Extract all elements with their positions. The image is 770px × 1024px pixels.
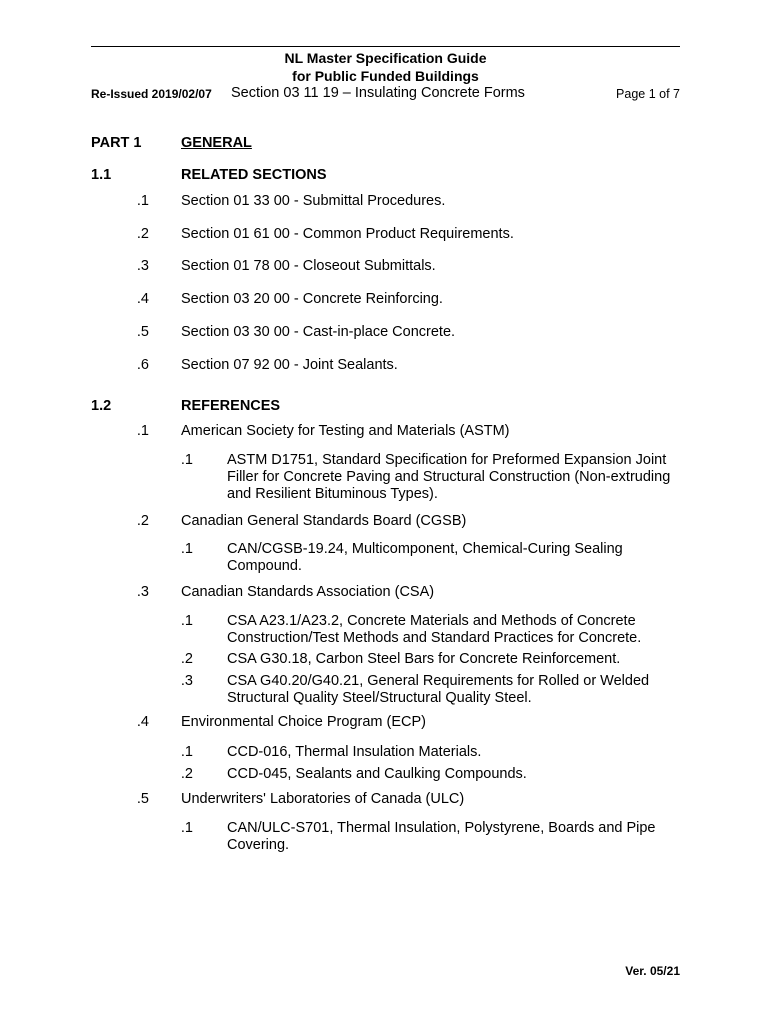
reference-group: Underwriters' Laboratories of Canada (ULC) xyxy=(181,791,465,807)
reference-item-number: .2 xyxy=(180,766,193,782)
reference-group-number: .3 xyxy=(136,584,149,600)
reference-group: Canadian Standards Association (CSA) xyxy=(181,584,435,600)
list-item-number: .1 xyxy=(136,193,149,209)
reference-group: American Society for Testing and Materials (ASTM) xyxy=(181,423,510,439)
part-label: PART 1 xyxy=(91,135,142,151)
reference-group: Environmental Choice Program (ECP) xyxy=(181,714,426,730)
reference-item: CCD-045, Sealants and Caulking Compounds. xyxy=(227,766,527,782)
article-title: RELATED SECTIONS xyxy=(181,167,327,183)
reference-item-number: .3 xyxy=(180,673,193,689)
list-item: Section 01 61 00 - Common Product Requirements. xyxy=(181,226,514,242)
reference-item-number: .2 xyxy=(180,651,193,667)
reference-group-number: .1 xyxy=(136,423,149,439)
list-item: Section 07 92 00 - Joint Sealants. xyxy=(181,357,398,373)
list-item: Section 01 78 00 - Closeout Submittals. xyxy=(181,258,436,274)
section-title: Section 03 11 19 – Insulating Concrete Forms xyxy=(231,85,525,101)
list-item-number: .3 xyxy=(136,258,149,274)
reference-group-number: .4 xyxy=(136,714,149,730)
reference-item: CCD-016, Thermal Insulation Materials. xyxy=(227,744,482,760)
list-item-number: .6 xyxy=(136,357,149,373)
reference-item-number: .1 xyxy=(180,452,193,468)
doc-title-line1: NL Master Specification Guide xyxy=(284,50,487,66)
list-item: Section 03 30 00 - Cast-in-place Concrete. xyxy=(181,324,456,340)
part-title: GENERAL xyxy=(181,135,252,151)
reference-item-number: .1 xyxy=(180,744,193,760)
reissued-date: Re-Issued 2019/02/07 xyxy=(91,87,212,101)
list-item-number: .4 xyxy=(136,291,149,307)
version-footer: Ver. 05/21 xyxy=(625,964,680,978)
reference-item: CSA G30.18, Carbon Steel Bars for Concrete Reinforcement. xyxy=(227,651,621,667)
reference-item-number: .1 xyxy=(180,613,193,629)
reference-group-number: .5 xyxy=(136,791,149,807)
doc-title-line2: for Public Funded Buildings xyxy=(292,68,479,84)
article-number: 1.2 xyxy=(91,398,112,414)
reference-group: Canadian General Standards Board (CGSB) xyxy=(181,513,467,529)
list-item: Section 03 20 00 - Concrete Reinforcing. xyxy=(181,291,443,307)
reference-item-number: .1 xyxy=(180,541,193,557)
page-number: Page 1 of 7 xyxy=(616,87,680,101)
reference-item-number: .1 xyxy=(180,820,193,836)
header-rule xyxy=(91,46,680,47)
reference-item: CAN/CGSB-19.24, Multicomponent, Chemical-Curing Sealing Compound. xyxy=(227,541,623,574)
reference-item: CSA G40.20/G40.21, General Requirements for Rolled or Welded Structural Quality Steel/Structural Quality Steel. xyxy=(227,673,650,706)
article-title: REFERENCES xyxy=(181,398,281,414)
list-item-number: .5 xyxy=(136,324,149,340)
list-item-number: .2 xyxy=(136,226,149,242)
reference-item: CSA A23.1/A23.2, Concrete Materials and Methods of Concrete Construction/Test Methods and Standard Practices for Concrete. xyxy=(227,613,642,646)
reference-item: CAN/ULC-S701, Thermal Insulation, Polystyrene, Boards and Pipe Covering. xyxy=(227,820,656,853)
article-number: 1.1 xyxy=(91,167,112,183)
list-item: Section 01 33 00 - Submittal Procedures. xyxy=(181,193,446,209)
reference-group-number: .2 xyxy=(136,513,149,529)
reference-item: ASTM D1751, Standard Specification for Preformed Expansion Joint Filler for Concrete Paving and Structural Construction (Non-extruding and Resilient Bituminous Types). xyxy=(227,452,671,502)
